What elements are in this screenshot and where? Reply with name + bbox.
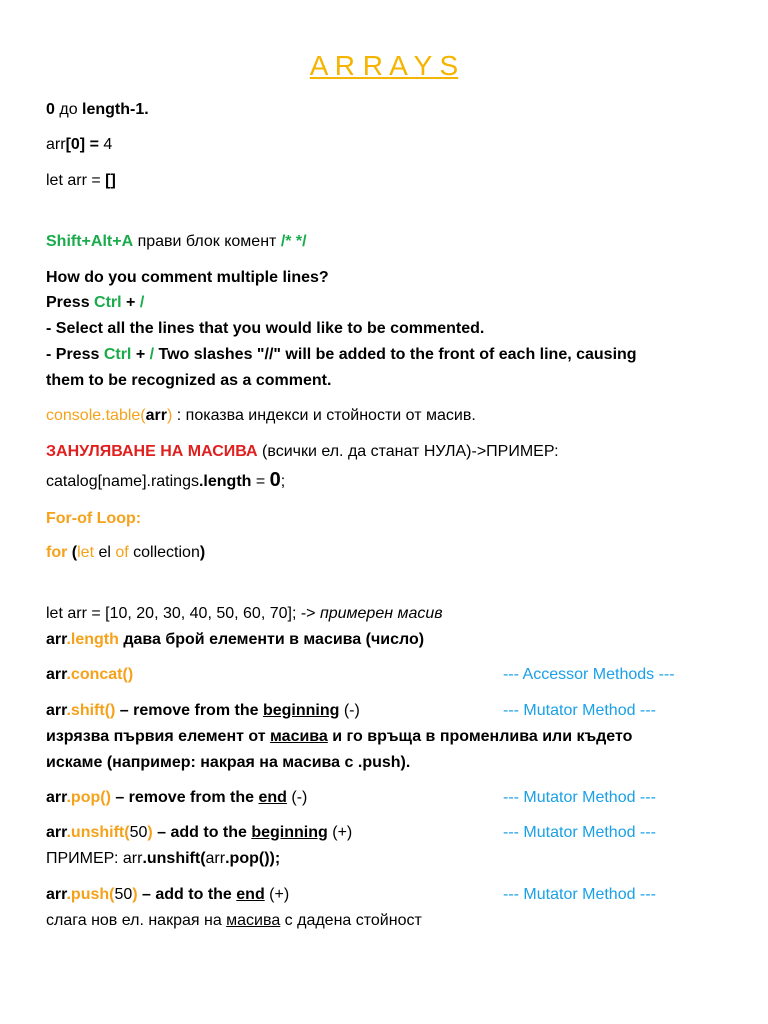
let-keyword: let: [77, 544, 95, 561]
block-comment-syntax: /* */: [280, 233, 307, 250]
shift-line: [46, 700, 360, 722]
pop-line: [46, 787, 307, 809]
arr-text: arr: [205, 850, 226, 867]
arr-text: arr: [46, 824, 67, 841]
plus-text: +: [121, 294, 140, 311]
end-text: end: [258, 789, 287, 806]
unshift-line: [46, 822, 352, 844]
let-text: let arr =: [46, 172, 106, 189]
unshift-desc: – add to the: [152, 824, 252, 841]
pop-desc: – remove from the: [110, 789, 259, 806]
shift-explanation: [46, 726, 632, 748]
slashes-desc: Two slashes "//" will be added to the front of each line, causing: [154, 346, 637, 363]
close-paren: ): [132, 886, 138, 903]
for-keyword: for: [46, 544, 68, 561]
for-of-heading: For-of Loop:: [46, 510, 142, 527]
index-text: [0] =: [65, 136, 104, 153]
shortcut-line: [46, 231, 307, 253]
press-step-continued: them to be recognized as a comment.: [46, 372, 332, 389]
console-table-line: [46, 405, 476, 427]
accessor-note: --- Accessor Methods ---: [503, 666, 675, 683]
example-prefix: ПРИМЕР: arr: [46, 850, 143, 867]
press-text: Press: [46, 294, 95, 311]
for-of-syntax: [46, 542, 205, 564]
shift-expl-rest: и го връща в променлива или където: [327, 728, 633, 745]
arr-text: arr: [46, 136, 66, 153]
sample-array-note: примерен масив: [319, 605, 443, 622]
ctrl-key: Ctrl: [103, 346, 132, 363]
arr-text: arr: [46, 631, 67, 648]
mutator-note-unshift: --- Mutator Method ---: [503, 824, 656, 841]
unshift-call: .unshift(: [142, 850, 206, 867]
arg-value: 50: [114, 886, 133, 903]
sample-array-line: [46, 603, 443, 625]
minus-text: (-): [339, 702, 360, 719]
reset-example-line: [46, 469, 285, 493]
shift-desc: – remove from the: [115, 702, 263, 719]
slash-key: /: [139, 294, 145, 311]
el-var: el: [94, 544, 116, 561]
push-method: .push(: [66, 886, 115, 903]
close-paren: ): [147, 824, 153, 841]
index-range-line: [46, 99, 149, 121]
length-desc: дава брой елементи в масива (число): [118, 631, 425, 648]
plus-text: (+): [327, 824, 353, 841]
minus-text: (-): [286, 789, 308, 806]
sample-array-code: let arr = [10, 20, 30, 40, 50, 60, 70]; ->: [46, 605, 320, 622]
brackets-text: []: [105, 172, 116, 189]
comment-question: How do you comment multiple lines?: [46, 269, 329, 286]
pop-method: .pop(): [66, 789, 111, 806]
reset-array-heading: [46, 441, 559, 463]
arr-arg: arr: [145, 407, 167, 424]
arr-text: arr: [46, 666, 67, 683]
arg-value: 50: [129, 824, 148, 841]
page-title: [0, 48, 768, 84]
plus-text: +: [131, 346, 150, 363]
arr-text: arr: [46, 886, 67, 903]
end-text: end: [236, 886, 265, 903]
push-line: [46, 884, 289, 906]
array-word: масива: [270, 728, 328, 745]
press-step: [46, 344, 637, 366]
length-line: [46, 629, 424, 651]
open-paren: (: [67, 544, 78, 561]
console-table-call: console.table(: [46, 407, 146, 424]
close-paren: ): [199, 544, 206, 561]
mutator-note-push: --- Mutator Method ---: [503, 886, 656, 903]
push-explanation: [46, 910, 422, 932]
shortcut-desc: прави блок комент: [133, 233, 281, 250]
push-expl-rest: с дадена стойност: [280, 912, 422, 929]
beginning-text: beginning: [251, 824, 328, 841]
collection-var: collection: [128, 544, 200, 561]
concat-line: [46, 664, 133, 686]
let-arr-line: [46, 170, 116, 192]
of-keyword: of: [115, 544, 129, 561]
unshift-method: .unshift(: [66, 824, 130, 841]
semicolon: ;: [280, 473, 286, 490]
arr-text: arr: [46, 702, 67, 719]
close-paren: ): [166, 407, 173, 424]
shift-expl-text: изрязва първия елемент от: [46, 728, 271, 745]
arr-text: arr: [46, 789, 67, 806]
reset-array-title: ЗАНУЛЯВАНЕ НА МАСИВА: [46, 443, 258, 460]
shift-method: .shift(): [66, 702, 116, 719]
press-ctrl-line: [46, 292, 144, 314]
arr-index-line: [46, 134, 112, 156]
mutator-note-pop: --- Mutator Method ---: [503, 789, 656, 806]
equals-text: =: [251, 473, 270, 490]
push-expl-text: слага нов ел. накрая на: [46, 912, 227, 929]
shift-explanation-continued: искаме (например: накрая на масива с .push).: [46, 754, 411, 771]
pop-call: .pop());: [225, 850, 281, 867]
select-lines-step: - Select all the lines that you would like to be commented.: [46, 320, 485, 337]
zero-text: 0: [46, 101, 55, 118]
array-word: масива: [226, 912, 281, 929]
do-text: до: [54, 101, 83, 118]
length-prop: .length: [198, 473, 252, 490]
zero-value: 0: [269, 469, 281, 491]
title-text: A R R A Y S: [309, 50, 459, 81]
push-desc: – add to the: [137, 886, 237, 903]
concat-method: .concat(): [66, 666, 134, 683]
reset-array-desc: (всички ел. да станат НУЛА)->ПРИМЕР:: [257, 443, 559, 460]
slash-key: /: [149, 346, 155, 363]
length-prop: .length: [66, 631, 119, 648]
ctrl-key: Ctrl: [94, 294, 122, 311]
mutator-note-shift: --- Mutator Method ---: [503, 702, 656, 719]
plus-text: (+): [264, 886, 290, 903]
shortcut-keys: Shift+Alt+A: [46, 233, 134, 250]
catalog-text: catalog[name].ratings: [46, 473, 199, 490]
press-step-text: - Press: [46, 346, 104, 363]
value-text: 4: [103, 136, 113, 153]
unshift-example: [46, 848, 280, 870]
length-text: length-1.: [82, 101, 149, 118]
beginning-text: beginning: [262, 702, 340, 719]
console-table-desc: : показва индекси и стойности от масив.: [172, 407, 476, 424]
